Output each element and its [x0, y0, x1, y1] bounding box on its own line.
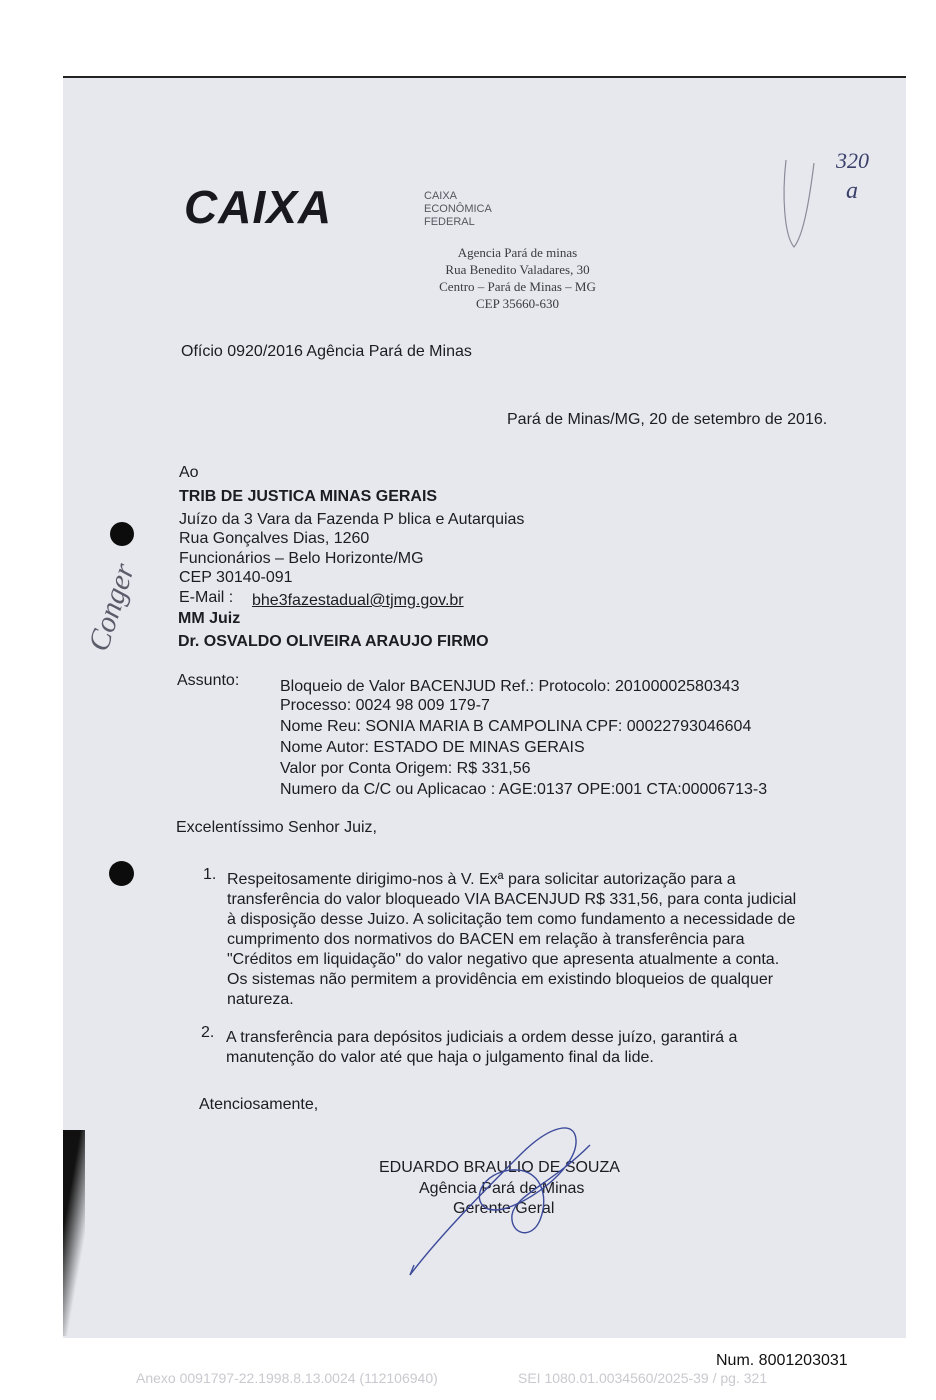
paragraph-line: manutenção do valor até que haja o julgamento final da lide. — [226, 1049, 654, 1066]
date-line: Pará de Minas/MG, 20 de setembro de 2016. — [507, 411, 828, 428]
agency-line: Rua Benedito Valadares, 30 — [445, 262, 590, 277]
handwritten-signature — [400, 1115, 610, 1285]
assunto-line: Nome Autor: ESTADO DE MINAS GERAIS — [280, 739, 585, 756]
paragraph-line: cumprimento dos normativos do BACEN em relação à transferência para — [227, 931, 745, 948]
paragraph-2 — [226, 1028, 838, 1068]
footer-annex: Anexo 0091797-22.1998.8.13.0024 (112106940) — [136, 1370, 438, 1386]
agency-line: CEP 35660-630 — [476, 296, 559, 311]
paragraph-line: à disposição desse Juizo. A solicitação tem como fundamento a necessidade de — [227, 911, 796, 928]
assunto-label: Assunto: — [177, 672, 240, 689]
paragraph-number: 2. — [201, 1024, 215, 1041]
agency-line: Agencia Pará de minas — [457, 245, 578, 260]
recipient-cep: CEP 30140-091 — [179, 569, 293, 586]
punch-hole — [110, 522, 134, 546]
signature-agency: Agência Pará de Minas — [419, 1180, 585, 1197]
recipient-org: TRIB DE JUSTICA MINAS GERAIS — [179, 488, 438, 505]
recipient-email-label: E-Mail : — [179, 589, 234, 606]
recipient-street: Rua Gonçalves Dias, 1260 — [179, 530, 370, 547]
recipient-dept: Juízo da 3 Vara da Fazenda P blica e Autarquias — [179, 511, 525, 528]
paragraph-line: Os sistemas não permitem a providência em existindo bloqueios de qualquer — [227, 971, 774, 988]
handwritten-mark: a — [846, 178, 858, 204]
handwritten-page-number: 320 — [836, 148, 869, 173]
signature-role: Gerente Geral — [453, 1200, 555, 1217]
paragraph-line: A transferência para depósitos judiciais a ordem desse juízo, garantirá a — [226, 1029, 738, 1046]
recipient-city: Funcionários – Belo Horizonte/MG — [179, 550, 424, 567]
punch-hole — [109, 861, 134, 886]
recipient-title: MM Juiz — [178, 610, 241, 627]
scan-edge-shadow — [63, 1130, 85, 1336]
assunto-line: Bloqueio de Valor BACENJUD Ref.: Protocolo: 20100002580343 — [280, 678, 740, 695]
handwritten-margin-note: Conger — [82, 559, 142, 656]
agency-line: Centro – Pará de Minas – MG — [439, 279, 596, 294]
assunto-line: Numero da C/C ou Aplicacao : AGE:0137 OPE:001 CTA:00006713-3 — [280, 781, 768, 798]
recipient-ao: Ao — [179, 464, 199, 481]
agency-address — [430, 244, 605, 312]
paragraph-1 — [227, 870, 839, 1010]
document-number: Num. 8001203031 — [716, 1352, 848, 1369]
paragraph-line: transferência do valor bloqueado VIA BACENJUD R$ 331,56, para conta judicial — [227, 891, 797, 908]
salutation: Excelentíssimo Senhor Juiz, — [176, 819, 377, 836]
footer-sei: SEI 1080.01.0034560/2025-39 / pg. 321 — [518, 1370, 768, 1386]
recipient-email-link[interactable]: bhe3fazestadual@tjmg.gov.br — [252, 592, 464, 609]
assunto-line: Valor por Conta Origem: R$ 331,56 — [280, 760, 531, 777]
closing: Atenciosamente, — [199, 1096, 319, 1113]
signature-name: EDUARDO BRAULIO DE SOUZA — [379, 1159, 620, 1176]
paragraph-line: Respeitosamente dirigimo-nos à V. Exª para solicitar autorização para a — [227, 871, 736, 888]
caixa-logo-subtitle: CAIXA ECONÔMICA FEDERAL — [424, 190, 492, 228]
paragraph-number: 1. — [203, 866, 217, 883]
assunto-line: Processo: 0024 98 009 179-7 — [280, 697, 490, 714]
recipient-name: Dr. OSVALDO OLIVEIRA ARAUJO FIRMO — [178, 633, 489, 650]
oficio-number: Ofício 0920/2016 Agência Pará de Minas — [181, 343, 472, 360]
paragraph-line: "Créditos em liquidação" do valor negativo que apresenta atualmente a conta. — [227, 951, 780, 968]
caixa-logo: CAIXA — [184, 181, 333, 233]
paragraph-line: natureza. — [227, 991, 294, 1008]
assunto-line: Nome Reu: SONIA MARIA B CAMPOLINA CPF: 00022793046604 — [280, 718, 752, 735]
handwritten-stroke — [780, 155, 820, 255]
